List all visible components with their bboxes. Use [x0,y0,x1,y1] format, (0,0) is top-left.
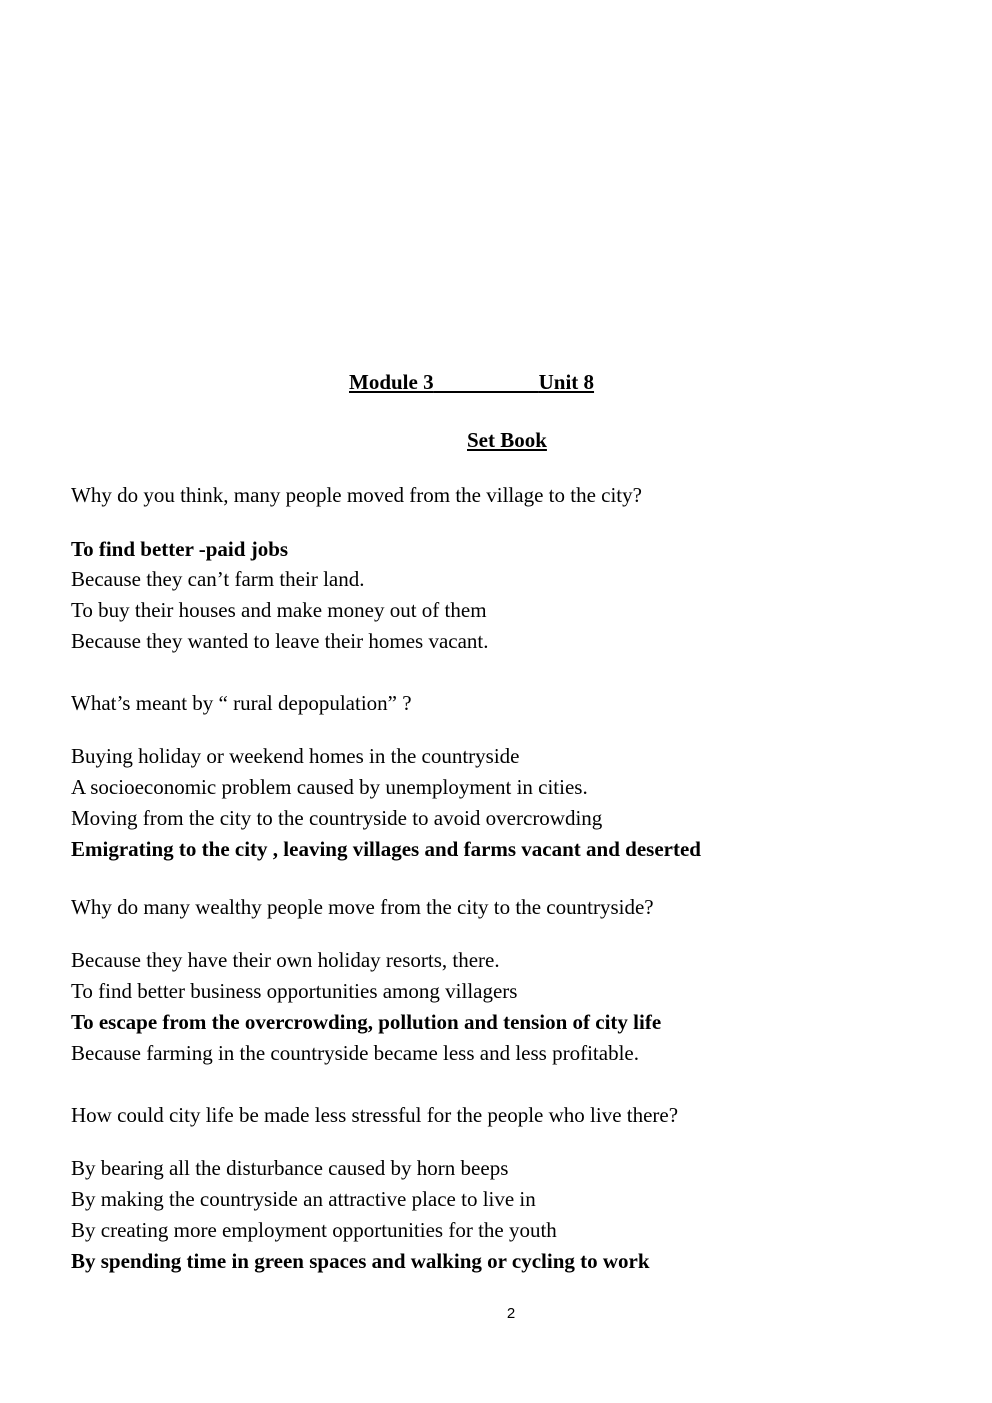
question-1-option-2: Because they can’t farm their land. [71,567,365,591]
question-3-option-4: Because farming in the countryside became less and less profitable. [71,1041,639,1065]
question-2: What’s meant by “ rural depopulation” ? [71,691,412,715]
question-1-option-4: Because they wanted to leave their homes vacant. [71,629,489,653]
question-3-option-1: Because they have their own holiday resorts, there. [71,948,500,972]
question-1: Why do you think, many people moved from the village to the city? [71,483,642,507]
question-4-option-1: By bearing all the disturbance caused by horn beeps [71,1156,509,1180]
question-4-option-2: By making the countryside an attractive place to live in [71,1187,536,1211]
question-3-option-2: To find better business opportunities among villagers [71,979,518,1003]
question-2-option-3: Moving from the city to the countryside to avoid overcrowding [71,806,603,830]
question-4-option-3: By creating more employment opportunities for the youth [71,1218,557,1242]
question-2-option-2: A socioeconomic problem caused by unemployment in cities. [71,775,588,799]
question-2-option-4-answer: Emigrating to the city , leaving villages and farms vacant and deserted [71,837,701,861]
question-1-option-1-answer: To find better -paid jobs [71,537,289,561]
page-number: 2 [506,1305,516,1322]
question-2-option-1: Buying holiday or weekend homes in the countryside [71,744,520,768]
question-4: How could city life be made less stressful for the people who live there? [71,1103,679,1127]
question-3-option-3-answer: To escape from the overcrowding, pollution and tension of city life [71,1010,662,1034]
module-label: Module 3 [349,370,434,394]
module-unit-heading [349,370,594,395]
set-book-heading: Set Book [467,428,547,452]
question-3: Why do many wealthy people move from the city to the countryside? [71,895,654,919]
unit-label: Unit 8 [538,370,595,394]
question-4-option-4-answer: By spending time in green spaces and walking or cycling to work [71,1249,650,1273]
question-1-option-3: To buy their houses and make money out of them [71,598,487,622]
